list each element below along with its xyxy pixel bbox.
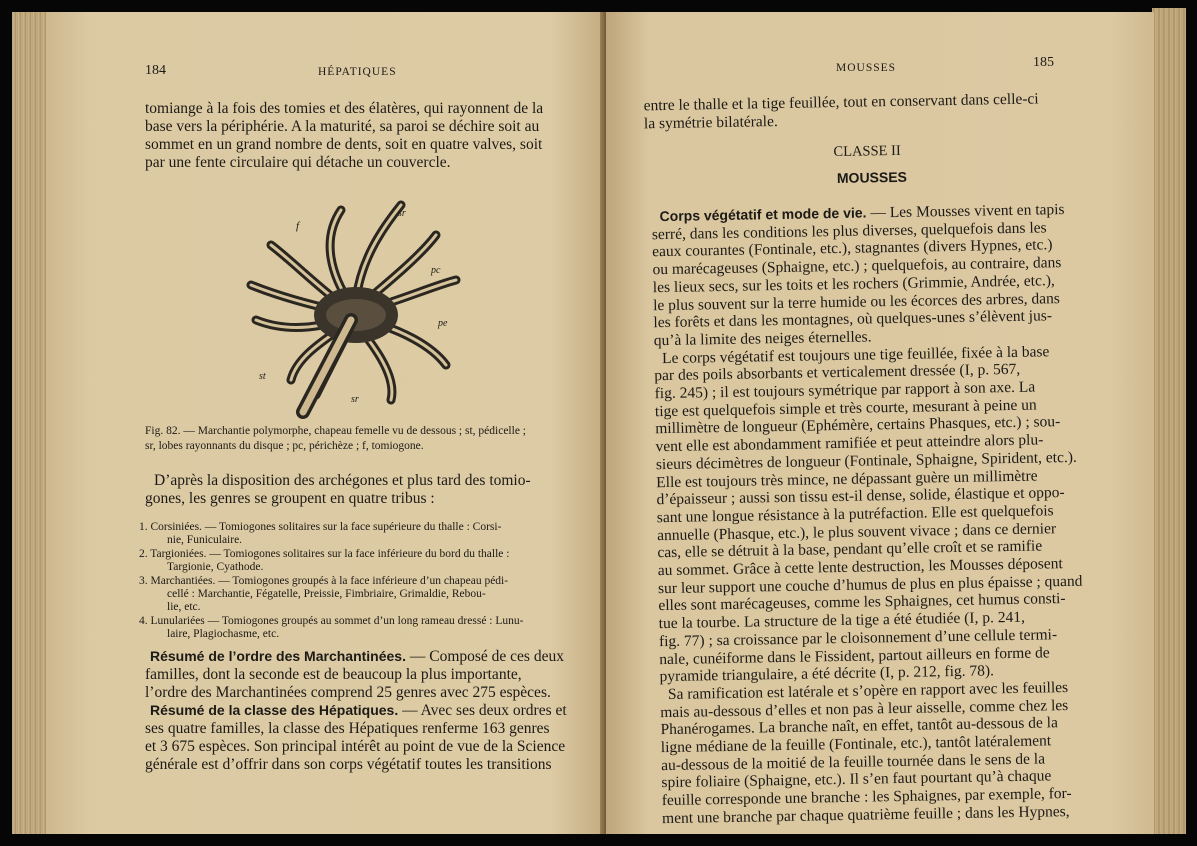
- tribe-line: lie, etc.: [167, 601, 201, 613]
- left-page: [46, 12, 606, 834]
- marchantia-illustration: [231, 180, 481, 425]
- tribe-line: laire, Plagiochasme, etc.: [167, 628, 280, 640]
- text-line: Phanérogames. La branche naît, en effet, tantôt au-dessous de la: [660, 714, 1059, 739]
- text-line: ligne médiane de la feuille (Fontinale, etc.), tantôt latéralement: [660, 732, 1052, 757]
- text-line: et 3 675 espèces. Son principal intérêt au point de vue de la Science: [145, 738, 566, 755]
- text-line: sieurs décimètres de longueur (Fontinale, Sphaigne, Spirident, etc.).: [655, 448, 1077, 473]
- resume-title: Résumé de la classe des Hépatiques.: [150, 702, 399, 718]
- text-line: Sa ramification est latérale et s’opère en rapport avec les feuilles: [667, 678, 1069, 703]
- tribe-line: 1. Corsiniées. — Tomiogones solitaires sur la face supérieure du thalle : Corsi-: [139, 521, 502, 533]
- page-edges-right: [1152, 8, 1186, 834]
- figure-label: sr: [398, 208, 406, 219]
- text-line: base vers la périphérie. A la maturité, sa paroi se déchire soit au: [145, 118, 540, 135]
- text-line: ses quatre familles, la classe des Hépatiques renferme 163 genres: [145, 720, 550, 737]
- text-line: D’après la disposition des archégones et plus tard des tomio-: [154, 472, 531, 489]
- tribe-line: Targionie, Cyathode.: [167, 561, 264, 573]
- text-line: eaux courantes (Fontinale, etc.), stagnantes (divers Hypnes, etc.): [652, 236, 1053, 261]
- text-line: sur leur support une couche d’humus de plus en plus épaisse ; quand: [657, 572, 1083, 597]
- text-line: nale, cunéiforme dans le Fissident, partout ailleurs en forme de: [659, 643, 1050, 668]
- figure-label: st: [259, 371, 266, 382]
- right-page: [606, 12, 1154, 834]
- text-line: sant une longue résistance à la putréfaction. Elle est quelquefois: [656, 502, 1054, 527]
- text-line: familles, dont la seconde est de beaucoup la plus importante,: [145, 666, 522, 683]
- text-line: ment une branche par chaque quatrième feuille ; dans les Hypnes,: [661, 802, 1070, 827]
- class-title: MOUSSES: [836, 168, 908, 186]
- text-line: millimètre de longueur (Ephémère, certains Phasques, etc.) ; sou-: [655, 413, 1061, 438]
- figure-label: sr: [351, 394, 359, 405]
- text-line: Elle est toujours très mince, ne dépassant guère un millimètre: [656, 467, 1038, 491]
- tribe-line: 4. Lunulariées — Tomiogones groupés au sommet d’un long rameau dressé : Lunu-: [139, 615, 524, 627]
- text-line: serré, dans les conditions les plus diverses, quelquefois dans les: [651, 219, 1047, 243]
- text-line: les lieux secs, sur les toits et les rochers (Grimmie, Andrée, etc.),: [652, 272, 1055, 297]
- page-number: 185: [1033, 55, 1054, 70]
- text-span: — Les Mousses vivent en tapis: [866, 201, 1065, 222]
- text-line: tue la tourbe. La structure de la tige a été étudiée (I, p. 241,: [658, 608, 1026, 633]
- text-line: par une fente circulaire qui détache un couvercle.: [145, 154, 451, 171]
- text-line: la symétrie bilatérale.: [643, 113, 778, 133]
- text-line: fig. 77) ; sa croissance par le cloisonnement d’une cellule termi-: [658, 626, 1058, 650]
- tribe-line: nie, Funiculaire.: [167, 534, 243, 546]
- text-line: au sommet. Grâce à cette lente destruction, les Mousses déposent: [657, 555, 1063, 580]
- text-line: — Avec ses deux ordres et: [398, 702, 567, 719]
- text-line: — Composé de ces deux: [405, 648, 564, 665]
- text-line: générale est d’offrir dans son corps végétatif toutes les transitions: [145, 756, 552, 773]
- tribe-line: 3. Marchantiées. — Tomiogones groupés à la face inférieure d’un chapeau pédi-: [139, 575, 509, 587]
- figure-label: pc: [431, 265, 441, 276]
- text-line: annuelle (Phasque, etc.), le plus souvent vivace ; dans ce dernier: [656, 519, 1057, 544]
- text-line: sommet en un grand nombre de dents, soit en quatre valves, soit: [145, 136, 543, 153]
- text-line: mais au-dessous d’elles et non pas à leur aisselle, comme chez les: [660, 696, 1069, 721]
- text-line: par des poils absorbants et verticalement dressée (I, p. 567,: [654, 361, 1021, 385]
- text-line: spire foliaire (Sphaigne, etc.). Il s’en faut pourtant qu’à chaque: [661, 767, 1052, 792]
- running-head: HÉPATIQUES: [318, 66, 397, 78]
- text-line: tomiange à la fois des tomies et des élatères, qui rayonnent de la: [145, 100, 544, 117]
- figure-label: f: [296, 220, 300, 232]
- text-line: pyramide triangulaire, a été décrite (I, p. 212, fig. 78).: [659, 662, 995, 686]
- text-line: entre le thalle et la tige feuillée, tout en conservant dans celle-ci: [643, 90, 1039, 115]
- tribe-line: cellé : Marchantie, Fégatelle, Preissie, Fimbriaire, Grimaldie, Rebou-: [167, 588, 486, 600]
- resume-title: Résumé de l’ordre des Marchantinées.: [150, 648, 406, 664]
- tribe-line: 2. Targioniées. — Tomiogones solitaires sur la face inférieure du bord du thalle :: [139, 548, 510, 560]
- class-label: CLASSE II: [833, 142, 901, 161]
- page-number: 184: [145, 63, 166, 78]
- text-line: vent elle est abondamment ramifiée et peut atteindre alors plu-: [655, 431, 1044, 456]
- caption-line: sr, lobes rayonnants du disque ; pc, périchèze ; f, tomiogone.: [145, 440, 424, 452]
- text-line: Le corps végétatif est toujours une tige feuillée, fixée à la base: [661, 342, 1050, 367]
- text-line: elles sont marécageuses, comme les Sphaignes, cet humus consti-: [658, 590, 1066, 615]
- text-line: l’ordre des Marchantinées comprend 25 genres avec 275 espèces.: [145, 684, 551, 701]
- text-line: fig. 245) ; il est toujours symétrique par rapport à son axe. La: [654, 378, 1036, 403]
- section-title: Corps végétatif et mode de vie.: [659, 204, 867, 225]
- text-line: cas, elle se détruit à la base, pendant qu’elle croît et se ramifie: [657, 537, 1043, 562]
- text-line: au-dessous de la moitié de la feuille tournée dans le sens de la: [661, 750, 1046, 774]
- text-line: gones, les genres se groupent en quatre tribus :: [145, 490, 435, 507]
- text-line: feuille corresponde une branche : les Sphaignes, par exemple, for-: [661, 785, 1072, 810]
- running-head: MOUSSES: [836, 62, 897, 74]
- text-line: qu’à la limite des neiges éternelles.: [653, 328, 872, 350]
- caption-line: Fig. 82. — Marchantie polymorphe, chapeau femelle vu de dessous ; st, pédicelle ;: [145, 425, 526, 437]
- text-line: ou marécageuses (Sphaigne, etc.) ; quelquefois, au contraire, dans: [652, 254, 1062, 279]
- text-line: les forêts et dans les montagnes, où quelques-unes s’élèvent jus-: [653, 307, 1053, 332]
- text-line: tige est quelquefois simple et très courte, mesurant à peine un: [654, 396, 1037, 420]
- text-line: d’épaisseur ; aussi son tissu est-il dense, solide, élastique et oppo-: [656, 484, 1065, 509]
- figure-label: pe: [438, 318, 448, 329]
- text-line: le plus souvent sur la terre humide ou les écorces des arbres, dans: [652, 289, 1060, 314]
